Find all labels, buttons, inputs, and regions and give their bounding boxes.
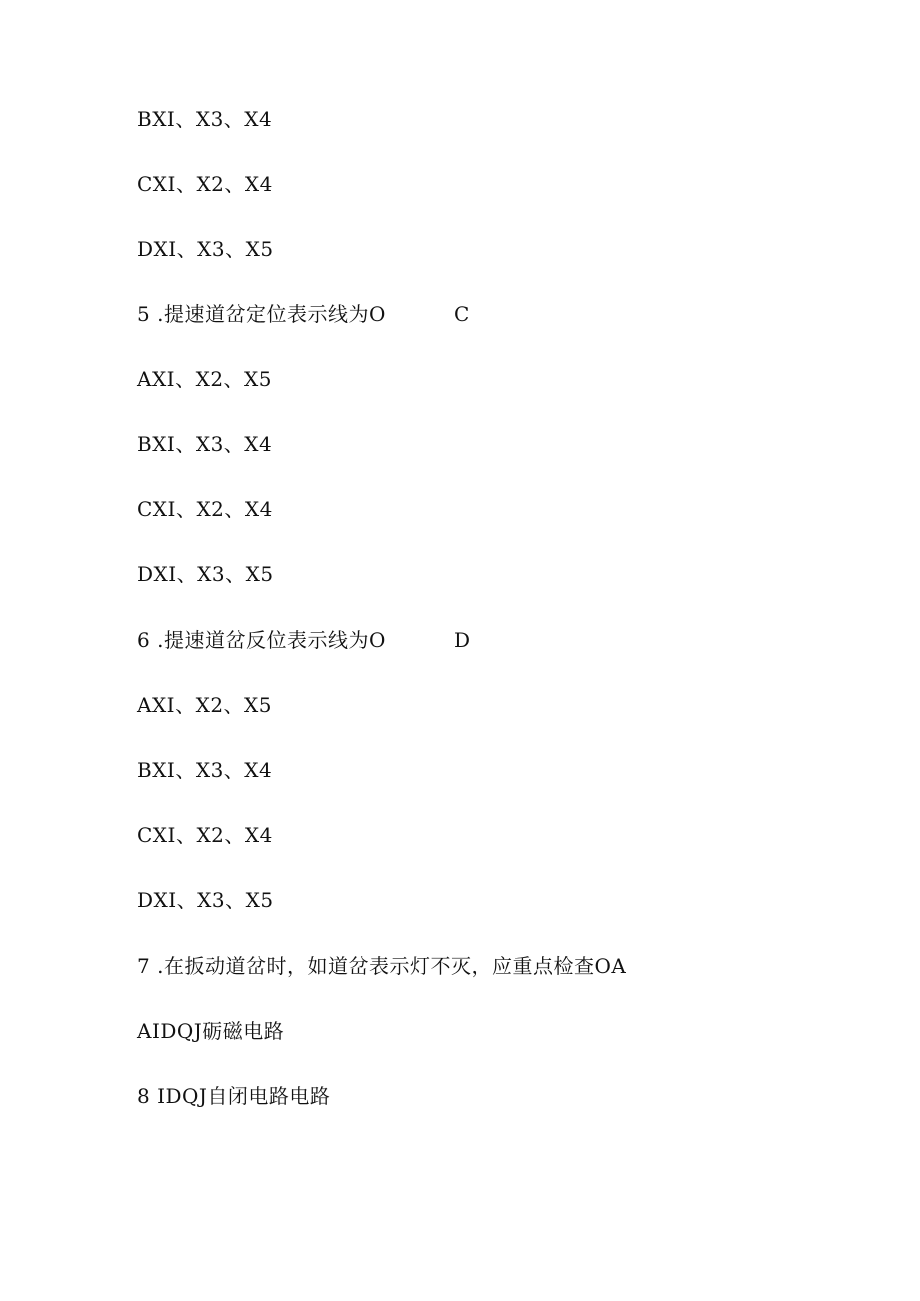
question-line: 7 .在扳动道岔时，如道岔表示灯不灭，应重点检查OA — [137, 954, 627, 978]
option-line: CXI、X2、X4 — [137, 823, 273, 847]
question-line: 6 .提速道岔反位表示线为O — [137, 628, 386, 652]
option-line: CXI、X2、X4 — [137, 497, 273, 521]
answer-mark: C — [454, 302, 470, 326]
question-line: 8 IDQJ自闭电路电路 — [137, 1084, 331, 1108]
option-line: CXI、X2、X4 — [137, 172, 273, 196]
option-line: DXI、X3、X5 — [137, 562, 274, 586]
option-line: BXI、X3、X4 — [137, 432, 273, 456]
option-line: AXI、X2、X5 — [137, 367, 273, 391]
option-line: AIDQJ砺磁电路 — [137, 1019, 285, 1043]
option-line: BXI、X3、X4 — [137, 107, 273, 131]
option-line: BXI、X3、X4 — [137, 758, 273, 782]
question-line: 5 .提速道岔定位表示线为O — [137, 302, 386, 326]
answer-mark: D — [454, 628, 471, 652]
option-line: DXI、X3、X5 — [137, 237, 274, 261]
option-line: DXI、X3、X5 — [137, 888, 274, 912]
option-line: AXI、X2、X5 — [137, 693, 273, 717]
